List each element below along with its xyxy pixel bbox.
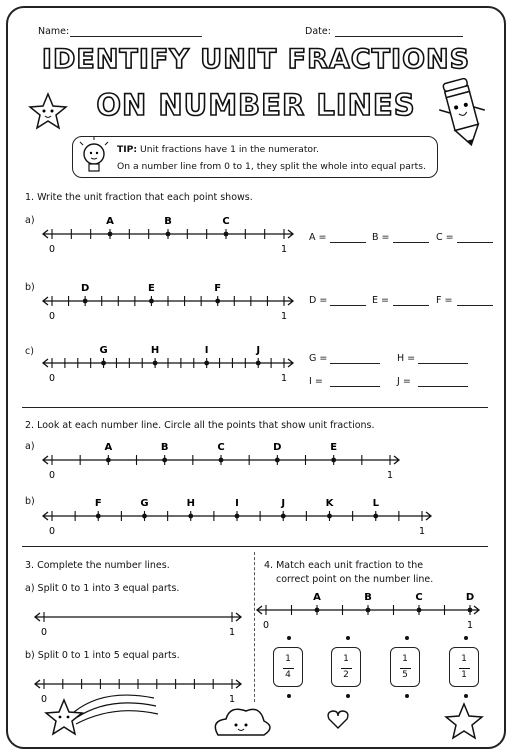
- heart-icon: [328, 711, 348, 728]
- q1b-point: [83, 299, 88, 304]
- divider-1: [22, 407, 488, 408]
- title-line-2: ON NUMBER LINES: [96, 88, 416, 122]
- q1c-answer-i: I =: [309, 376, 323, 387]
- q1b-blank-e[interactable]: [393, 296, 429, 306]
- star-icon-bottom: [446, 704, 482, 738]
- q1c-point: [153, 361, 158, 366]
- q1b-point: [149, 299, 154, 304]
- q1b-blank-d[interactable]: [330, 296, 366, 306]
- q2b-point: [235, 514, 240, 519]
- q1c-point: [256, 361, 261, 366]
- q2b-point: [96, 514, 101, 519]
- q2a-label: a): [25, 441, 35, 452]
- q4-dot-top: [464, 636, 468, 640]
- q4-dot-bottom: [405, 694, 409, 698]
- q2a-point: [106, 458, 111, 463]
- q3b-instruction: b) Split 0 to 1 into 5 equal parts.: [25, 650, 180, 661]
- label-zero: 0: [262, 620, 270, 631]
- q1b-point-label: D: [80, 283, 90, 294]
- label-one: 1: [280, 311, 288, 322]
- q4-point-label: D: [465, 592, 475, 603]
- q1b-label: b): [25, 282, 35, 293]
- fraction-card-2[interactable]: 1 2: [331, 647, 361, 687]
- title-line-1: IDENTIFY UNIT FRACTIONS: [41, 44, 471, 75]
- q1c-blank-i[interactable]: [330, 377, 380, 387]
- label-zero: 0: [48, 311, 56, 322]
- q1a-blank-a[interactable]: [330, 233, 366, 243]
- q1a-blank-c[interactable]: [457, 233, 493, 243]
- label-one: 1: [466, 620, 474, 631]
- tip-box: [72, 136, 438, 178]
- q1c-label: c): [25, 346, 34, 357]
- shooting-star-icon: [46, 695, 158, 734]
- q1b-point-label: F: [214, 283, 222, 294]
- q4-point-label: B: [364, 592, 372, 603]
- q2a-point-label: A: [104, 442, 113, 453]
- fraction-card-4[interactable]: 1 1: [449, 647, 479, 687]
- q2b-point: [142, 514, 147, 519]
- q1c-point: [204, 361, 209, 366]
- q4-point: [366, 608, 371, 613]
- q4-dot-top: [405, 636, 409, 640]
- label-zero: 0: [48, 470, 56, 481]
- divider-vertical: [254, 552, 255, 702]
- q1c-point-label: G: [99, 345, 108, 356]
- q2-instruction: 2. Look at each number line. Circle all the points that show unit fractions.: [25, 420, 375, 431]
- q1b-answer-d: D =: [309, 295, 328, 306]
- date-label: Date:: [305, 26, 331, 37]
- name-label: Name:: [38, 26, 70, 37]
- q4-point: [417, 608, 422, 613]
- q1c-point-label: J: [256, 345, 261, 356]
- q4-point: [468, 608, 473, 613]
- q1a-blank-b[interactable]: [393, 233, 429, 243]
- q3a-instruction: a) Split 0 to 1 into 3 equal parts.: [25, 583, 180, 594]
- q4-dot-top: [346, 636, 350, 640]
- q1a-answer-b: B =: [372, 232, 390, 243]
- tip-line-1: TIP: Unit fractions have 1 in the numerator.: [117, 144, 319, 155]
- q2b-point-label: J: [281, 498, 286, 509]
- q4-point: [315, 608, 320, 613]
- label-zero: 0: [48, 373, 56, 384]
- label-zero: 0: [48, 244, 56, 255]
- q2b-point-label: G: [140, 498, 149, 509]
- q2b-point-label: I: [235, 498, 239, 509]
- q4-instruction-line-1: 4. Match each unit fraction to the: [264, 560, 424, 571]
- q1c-point: [101, 361, 106, 366]
- q1a-answer-c: C =: [436, 232, 454, 243]
- q4-dot-top: [287, 636, 291, 640]
- q2a-point: [331, 458, 336, 463]
- q1c-point-label: H: [150, 345, 160, 356]
- q2a-point-label: E: [330, 442, 338, 453]
- pencil-mascot-icon: [433, 75, 493, 150]
- star-icon: [30, 94, 66, 128]
- fraction-card-3[interactable]: 1 5: [390, 647, 420, 687]
- label-zero: 0: [40, 627, 48, 638]
- q1c-blank-h[interactable]: [418, 354, 468, 364]
- q1a-answer-a: A =: [309, 232, 327, 243]
- q2b-point-label: F: [94, 498, 102, 509]
- q1a-point-label: C: [222, 216, 230, 227]
- q2a-point-label: C: [217, 442, 225, 453]
- tip-line-2: On a number line from 0 to 1, they split the whole into equal parts.: [117, 161, 426, 172]
- q2b-point-label: H: [186, 498, 195, 509]
- q1b-point-label: E: [148, 283, 155, 294]
- q1a-label: a): [25, 215, 35, 226]
- q2a-point: [162, 458, 167, 463]
- q2b-point-label: K: [325, 498, 334, 509]
- q1c-blank-j[interactable]: [418, 377, 468, 387]
- q1c-answer-g: G =: [309, 353, 328, 364]
- q2b-point: [281, 514, 286, 519]
- q3-instruction: 3. Complete the number lines.: [25, 560, 170, 571]
- q1-instruction: 1. Write the unit fraction that each point shows.: [25, 192, 253, 203]
- label-one: 1: [280, 373, 288, 384]
- q4-point-label: C: [415, 592, 423, 603]
- q1a-point-label: B: [164, 216, 172, 227]
- q1a-point-label: A: [106, 216, 114, 227]
- fraction-card-1[interactable]: 1 4: [273, 647, 303, 687]
- q4-dot-bottom: [287, 694, 291, 698]
- q1a-point: [224, 232, 229, 237]
- q1a-point: [166, 232, 171, 237]
- q1b-answer-f: F =: [436, 295, 453, 306]
- q2a-point-label: B: [160, 442, 169, 453]
- q1b-answer-e: E =: [372, 295, 389, 306]
- q2a-point-label: D: [273, 442, 282, 453]
- q2b-point: [373, 514, 378, 519]
- label-one: 1: [386, 470, 394, 481]
- label-one: 1: [228, 627, 236, 638]
- q2a-point: [219, 458, 224, 463]
- q1b-blank-f[interactable]: [457, 296, 493, 306]
- cloud-icon: [215, 709, 270, 735]
- q1a-point: [108, 232, 113, 237]
- q4-dot-bottom: [464, 694, 468, 698]
- q2b-point: [327, 514, 332, 519]
- label-one: 1: [418, 526, 426, 537]
- q4-dot-bottom: [346, 694, 350, 698]
- q2b-point-label: L: [372, 498, 379, 509]
- q1c-answer-h: H =: [397, 353, 416, 364]
- q2b-point: [188, 514, 193, 519]
- divider-2: [22, 546, 488, 547]
- q1c-answer-j: J =: [397, 376, 411, 387]
- label-one: 1: [280, 244, 288, 255]
- q1c-blank-g[interactable]: [330, 354, 380, 364]
- q4-point-label: A: [313, 592, 321, 603]
- label-zero: 0: [48, 526, 56, 537]
- q1b-point: [215, 299, 220, 304]
- q1c-point-label: I: [204, 345, 209, 356]
- q2b-label: b): [25, 496, 35, 507]
- label-one: 1: [228, 694, 236, 705]
- q4-instruction-line-2: correct point on the number line.: [276, 574, 434, 585]
- q2a-point: [275, 458, 280, 463]
- label-zero: 0: [40, 694, 48, 705]
